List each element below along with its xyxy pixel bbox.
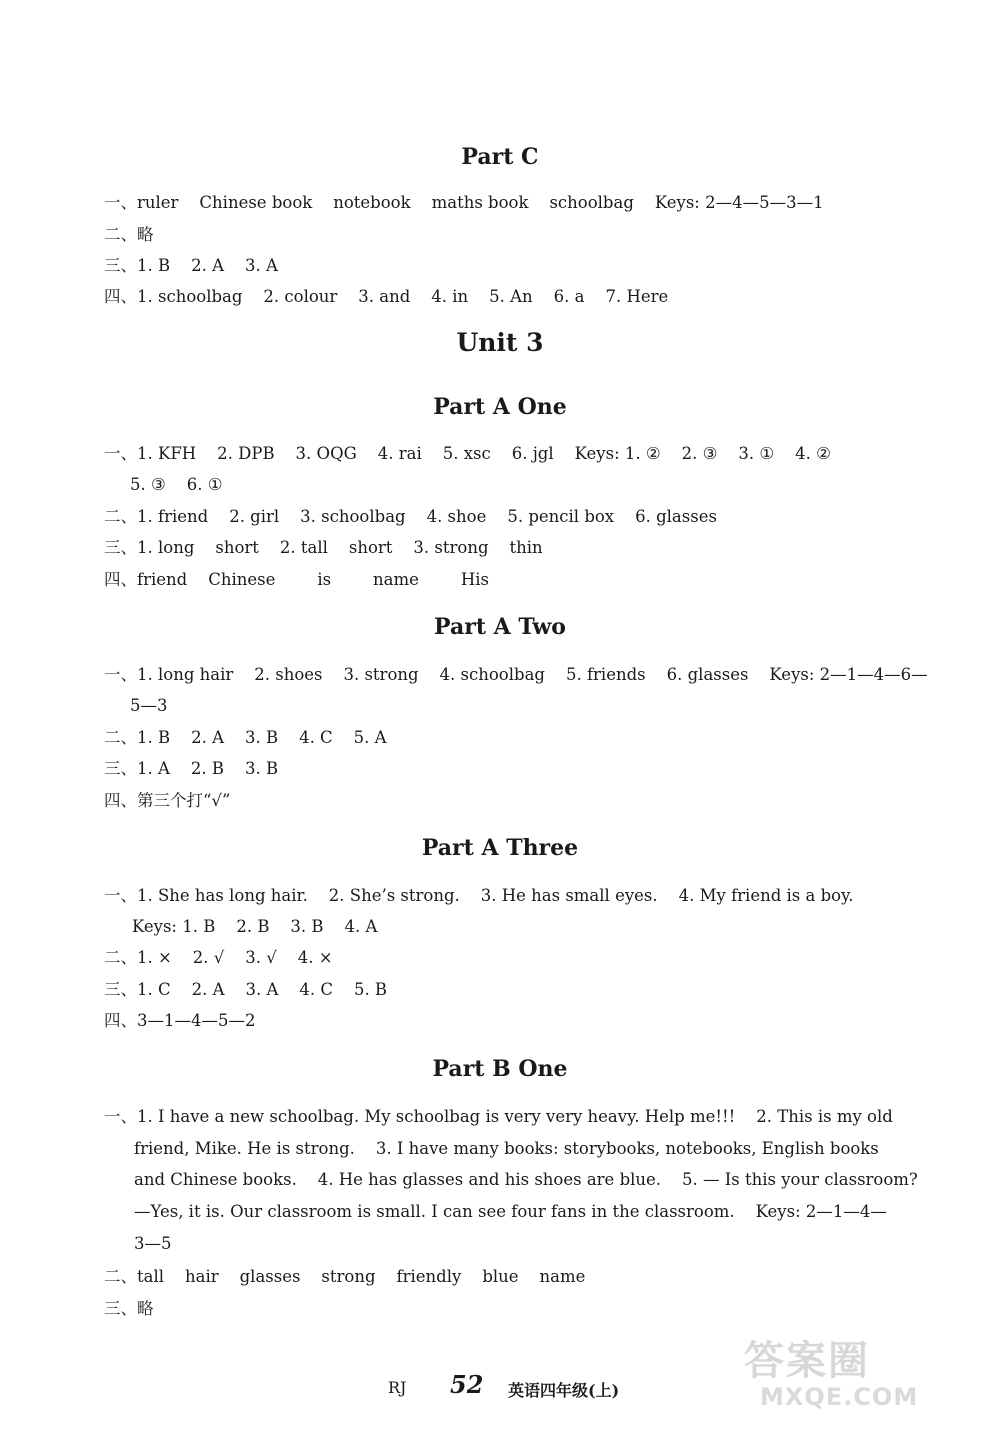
answer-line: 二、1. friend 2. girl 3. schoolbag 4. shoe 5. pencil box 6. glasses bbox=[104, 507, 717, 526]
answer-line: friend, Mike. He is strong. 3. I have many books: storybooks, notebooks, English books bbox=[134, 1139, 879, 1158]
answer-line: 三、略 bbox=[104, 1299, 154, 1318]
answer-line: and Chinese books. 4. He has glasses and his shoes are blue. 5. — Is this your classroom? bbox=[134, 1170, 918, 1189]
footer-edition: RJ bbox=[388, 1378, 407, 1397]
section-heading-part-a-two: Part A Two bbox=[434, 614, 566, 640]
section-heading-part-c: Part C bbox=[461, 144, 539, 170]
watermark-text: 答案圈 bbox=[744, 1338, 870, 1384]
answer-line: 一、1. She has long hair. 2. She’s strong. 3. He has small eyes. 4. My friend is a boy. bbox=[104, 886, 854, 905]
answer-line: —Yes, it is. Our classroom is small. I can see four fans in the classroom. Keys: 2—1—4— bbox=[134, 1202, 887, 1221]
answer-line: 5. ③ 6. ① bbox=[130, 475, 223, 494]
answer-line: 四、friend Chinese is name His bbox=[104, 570, 489, 589]
unit-heading: Unit 3 bbox=[456, 328, 544, 357]
watermark-url: MXQE.COM bbox=[760, 1383, 919, 1411]
page-number: 52 bbox=[450, 1370, 484, 1399]
footer-subject: 英语四年级(上) bbox=[508, 1381, 620, 1400]
answer-line: 三、1. C 2. A 3. A 4. C 5. B bbox=[104, 980, 388, 999]
section-heading-part-a-three: Part A Three bbox=[421, 835, 579, 861]
answer-line: 二、1. × 2. √ 3. √ 4. × bbox=[104, 948, 333, 967]
answer-line: 二、1. B 2. A 3. B 4. C 5. A bbox=[104, 728, 387, 747]
answer-line: 一、ruler Chinese book notebook maths book schoolbag Keys: 2—4—5—3—1 bbox=[104, 193, 824, 212]
answer-line: 一、1. KFH 2. DPB 3. OQG 4. rai 5. xsc 6. jgl Keys: 1. ② 2. ③ 3. ① 4. ② bbox=[104, 444, 831, 463]
answer-line: 四、3—1—4—5—2 bbox=[104, 1011, 256, 1030]
answer-line: Keys: 1. B 2. B 3. B 4. A bbox=[132, 917, 378, 936]
answer-line: 四、1. schoolbag 2. colour 3. and 4. in 5. An 6. a 7. Here bbox=[104, 287, 669, 306]
answer-line: 二、略 bbox=[104, 225, 154, 244]
answer-line: 一、1. long hair 2. shoes 3. strong 4. schoolbag 5. friends 6. glasses Keys: 2—1—4—6— bbox=[104, 665, 928, 684]
watermark-logo bbox=[744, 1329, 974, 1417]
answer-line: 三、1. long short 2. tall short 3. strong thin bbox=[104, 538, 543, 557]
answer-line: 三、1. A 2. B 3. B bbox=[104, 759, 279, 778]
answer-line: 二、tall hair glasses strong friendly blue name bbox=[104, 1267, 586, 1286]
answer-line: 三、1. B 2. A 3. A bbox=[104, 256, 278, 275]
section-heading-part-b-one: Part B One bbox=[432, 1056, 568, 1082]
answer-line: 5—3 bbox=[130, 696, 168, 715]
answer-line: 一、1. I have a new schoolbag. My schoolbag is very very heavy. Help me!!! 2. This is my old bbox=[104, 1107, 893, 1126]
answer-line: 3—5 bbox=[134, 1234, 172, 1253]
section-heading-part-a-one: Part A One bbox=[433, 394, 567, 420]
answer-line: 四、第三个打“√” bbox=[104, 791, 231, 810]
